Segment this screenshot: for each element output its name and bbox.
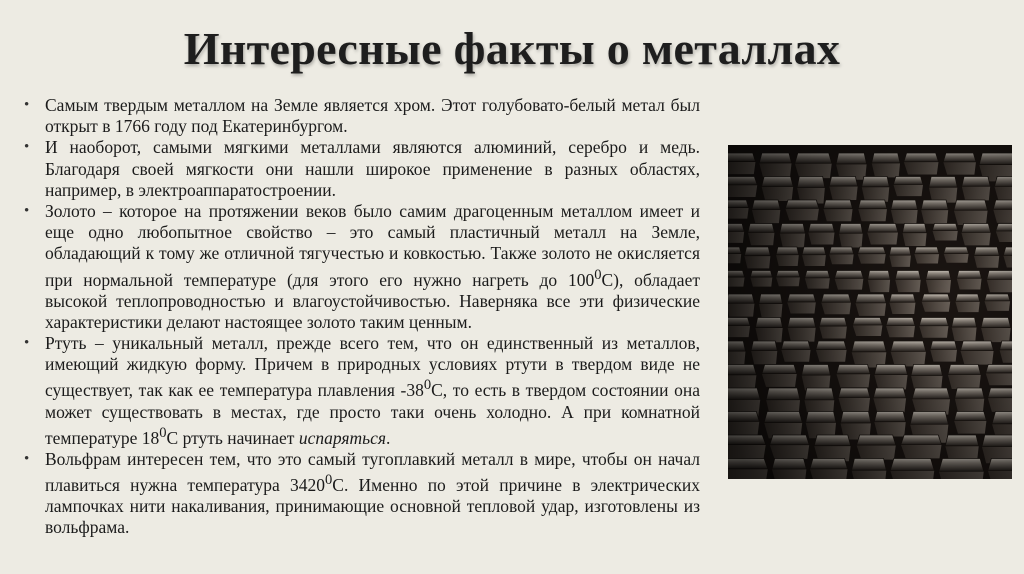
fact-text: . (386, 427, 391, 448)
fact-text: Самым твердым металлом на Земле является хром. Этот голубовато-белый метал был открыт в 1766 году под Екатеринбургом. (45, 95, 700, 137)
ingots-illustration (728, 145, 1012, 479)
bullet-icon: • (24, 335, 30, 352)
fact-italic: испаряться (298, 427, 386, 448)
metal-ingots-photo (728, 145, 1012, 479)
slide-title: Интересные факты о металлах (183, 23, 841, 74)
bullet-icon: • (24, 450, 30, 467)
list-item (24, 137, 700, 201)
degree-sup: 0 (423, 377, 432, 394)
bullet-icon: • (24, 139, 30, 156)
bullet-icon: • (24, 203, 30, 220)
fact-text: С ртуть начинает (166, 427, 299, 448)
fact-text: Вольфрам интересен тем, что это самый тугоплавкий металл в мире, чтобы он начал плавиться нужна температура 3420 (45, 448, 700, 495)
degree-sup: 0 (159, 424, 167, 441)
degree-sup: 0 (325, 471, 333, 488)
list-item (24, 449, 700, 539)
fact-text: С), обладает высокой теплопроводностью и влагоустойчивостью. Наверняка все эти физические характеристики делают настоящее золото таким ценным. (45, 269, 700, 332)
fact-text: И наоборот, самыми мягкими металлами являются алюминий, серебро и медь. Благодаря своей мягкости они нашли широкое применение в разных областях, например, в электроаппаратостроении. (45, 137, 700, 200)
list-item (24, 201, 700, 333)
fact-text: С. Именно по этой причине в электрических лампочках нити накаливания, принимающие основной тепловой удар, изготовлены из вольфрама. (45, 474, 700, 538)
list-item (24, 95, 700, 137)
list-item (24, 333, 700, 449)
bullet-icon: • (24, 97, 30, 113)
fact-text: Ртуть – уникальный металл, прежде всего тем, что он единственный из металлов, имеющий жидкую форму. Причем в природных условиях ртути в твердом виде не существует, так как ее температура плавления -38 (45, 333, 700, 401)
degree-sup: 0 (594, 266, 602, 283)
fact-text: Золото – которое на протяжении веков было самим драгоценным металлом имеет и еще одно любопытное свойство – это самый пластичный металл на Земле, обладающий к тому же отличной тягучестью и ковкостью. Также золото не окисляется при нормальной температуре (для этого его нужно нагреть до 100 (45, 201, 700, 290)
photo-vignette (728, 145, 1012, 479)
facts-list (24, 95, 700, 538)
fact-text: С, то есть в твердом состоянии она может существовать в местах, где просто таки очень холодно. А при комнатной температуре 18 (45, 380, 700, 448)
